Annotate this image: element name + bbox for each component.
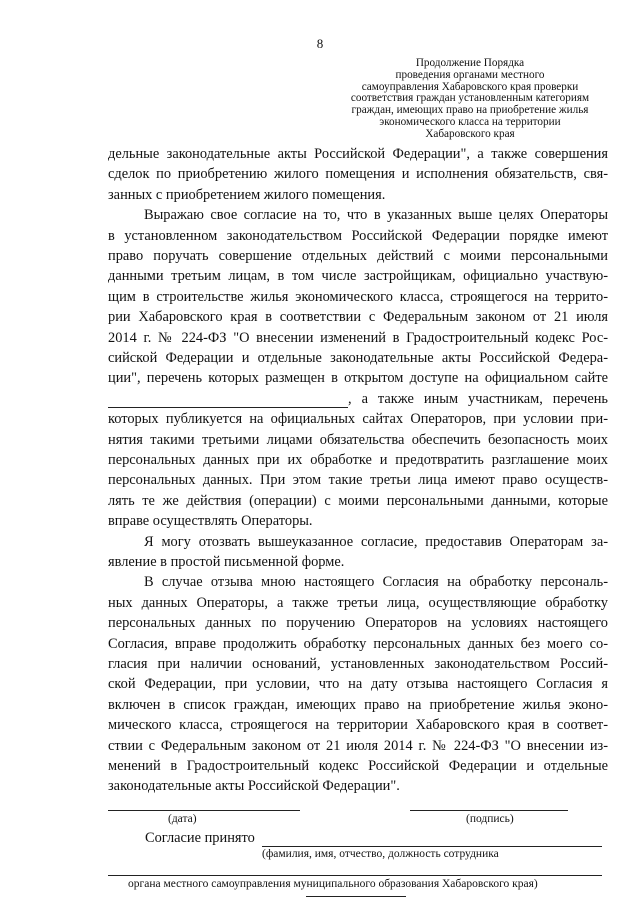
body-line: ской Федерации, при условии, что на дату отзыва настоящего Согласия я xyxy=(108,676,608,693)
date-caption: (дата) xyxy=(168,813,197,826)
header-block xyxy=(330,58,610,141)
body-line: лять те же действия (операции) с моими персональными данными, которые xyxy=(108,492,608,509)
body-line: Я могу отозвать вышеуказанное согласие, предоставив Операторам за- xyxy=(144,533,608,550)
body-line: сделок по приобретению жилого помещения и исполнения обязательств, свя- xyxy=(108,166,608,183)
authority-line xyxy=(108,875,602,876)
body-line: право поручать совершение отдельных действий с моими персональными xyxy=(108,248,608,264)
authority-caption: органа местного самоуправления муниципального образования Хабаровского края) xyxy=(128,878,538,891)
body-line: ции", перечень которых размещен в открытом доступе на официальном сайте xyxy=(108,370,608,387)
body-line: законодательные акты Российской Федерации". xyxy=(108,778,400,795)
body-line: дельные законодательные акты Российской Федерации", а также совершения xyxy=(108,146,608,162)
body-line: персональных данных по поручению Операторов на условиях настоящего xyxy=(108,615,608,632)
signature-line xyxy=(410,810,568,811)
header-line: соответствия граждан установленным категориям xyxy=(350,92,590,105)
body-line: которых публикуется на официальных сайтах Операторов, при условии при- xyxy=(108,411,608,428)
body-line: нятия такими третьими лицами обязательства обеспечить безопасность моих xyxy=(108,431,608,448)
body-line: Выражаю свое согласие на то, что в указанных выше целях Операторы xyxy=(144,207,608,224)
body-line: занных с приобретением жилого помещения. xyxy=(108,186,386,203)
body-line: менений в Градостроительный кодекс Российской Федерации и отдельные xyxy=(108,758,608,774)
body-line: рии Хабаровского края в соответствии с Федеральным законом от 21 июля xyxy=(108,309,608,326)
header-line: Продолжение Порядка xyxy=(415,57,525,69)
body-line: данными третьим лицам, в том числе застройщикам, официально участвую- xyxy=(108,268,608,285)
accepted-label: Согласие принято xyxy=(145,830,255,847)
body-line: вправе осуществлять Операторы. xyxy=(108,513,313,530)
website-blank-line xyxy=(108,407,348,408)
signature-caption: (подпись) xyxy=(466,813,514,826)
header-line: экономического класса на территории xyxy=(379,115,561,128)
header-line: самоуправления Хабаровского края проверки xyxy=(361,80,579,93)
body-line: сийской Федерации и отдельные законодательные акты Российской Федера- xyxy=(108,350,608,366)
body-line: гласия при наличии оснований, установленных законодательством Россий- xyxy=(108,656,608,672)
employee-line xyxy=(262,846,602,847)
body-line: 2014 г. № 224-ФЗ "О внесении изменений в Градостроительный кодекс Рос- xyxy=(108,329,608,346)
header-line: Хабаровского края xyxy=(425,127,515,140)
closing-short-line xyxy=(306,896,406,897)
body-line: , а также иным участникам, перечень xyxy=(348,390,608,407)
header-line: проведения органами местного xyxy=(395,68,545,81)
body-line: щим в строительстве жилья экономического класса, строящегося на террито- xyxy=(108,288,608,305)
body-line: Согласия, вправе продолжить обработку персональных данных без моего со- xyxy=(108,635,608,652)
header-line: граждан, имеющих право на приобретение жилья xyxy=(351,104,589,117)
body-line: ных данных Операторы, а также третьи лица, осуществляющие обработку xyxy=(108,594,608,611)
body-line: мического класса, строящегося на территории Хабаровского края в соответ- xyxy=(108,717,608,734)
employee-caption: (фамилия, имя, отчество, должность сотрудника xyxy=(262,848,499,861)
page-number: 8 xyxy=(316,36,324,51)
body-line: явление в простой письменной форме. xyxy=(108,554,345,570)
body-line: включен в список граждан, имеющих право на приобретение жилья эконо- xyxy=(108,696,608,713)
body-line: ствии с Федеральным законом от 21 июля 2014 г. № 224-ФЗ "О внесении из- xyxy=(108,737,608,754)
body-line: В случае отзыва мною настоящего Согласия на обработку персональ- xyxy=(144,574,608,591)
body-line: персональных данных. При этом такие третьи лица имеют право осуществ- xyxy=(108,472,608,489)
body-line: в установленном законодательством Российской Федерации порядке имеют xyxy=(108,227,608,244)
body-line: персональных данных при их обработке и предотвратить разглашение моих xyxy=(108,452,608,468)
date-line xyxy=(108,810,300,811)
